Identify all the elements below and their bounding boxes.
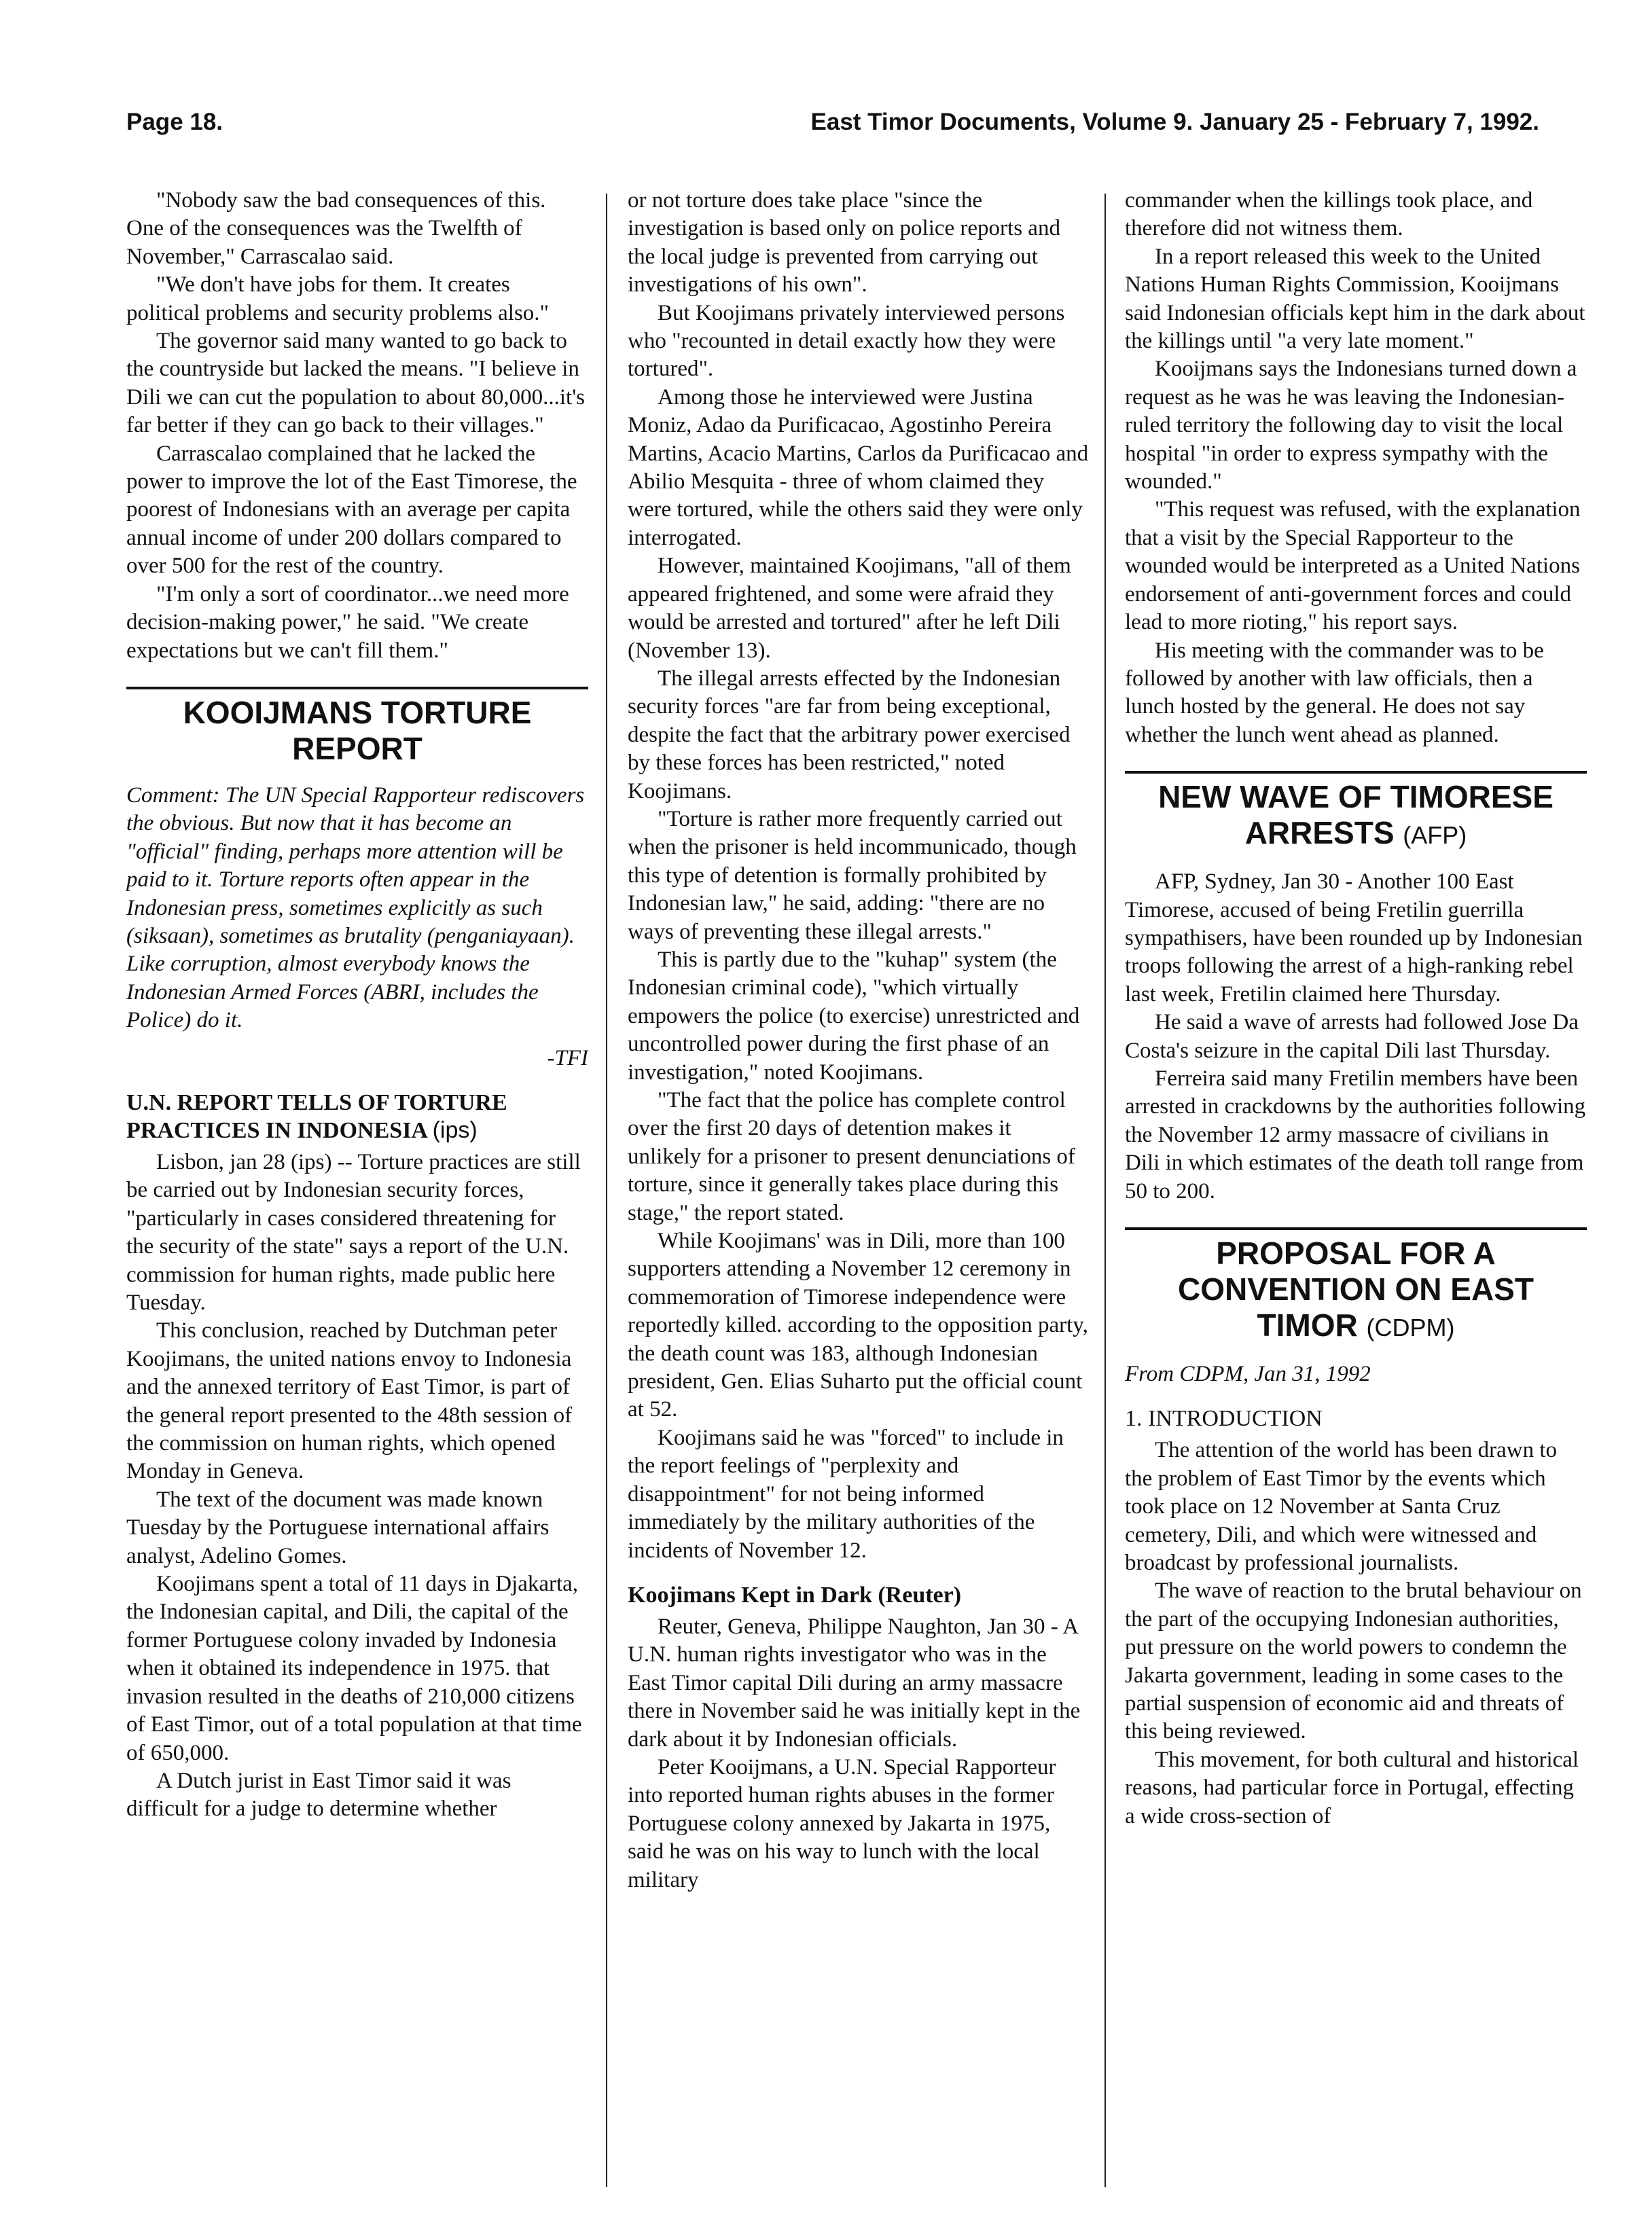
subhead-source: (ips): [432, 1117, 478, 1143]
byline: From CDPM, Jan 31, 1992: [1125, 1362, 1371, 1386]
paragraph: AFP, Sydney, Jan 30 - Another 100 East Timorese, accused of being Fretilin guerrilla sympathisers, have been rounded up by Indonesian troops following the arrest of a high-ranking rebel last week, Fretilin claimed here Thursday.: [1125, 869, 1583, 1007]
paragraph: The governor said many wanted to go back to the countryside but lacked the means. "I believe in Dili we can cut the population to about 80,000...it's far better if they can go back to their villages.": [126, 329, 586, 438]
paragraph: However, maintained Koojimans, "all of them appeared frightened, and some were afraid they would be arrested and tortured" after he left Dili (November 13).: [628, 554, 1071, 663]
comment-signature: -TFI: [547, 1045, 588, 1070]
paragraph: Koojimans said he was "forced" to include in the report feelings of "perplexity and disappointment" for not being informed immediately by the military authorities of the incidents of November 12.: [628, 1425, 1064, 1563]
column-divider: [1105, 194, 1106, 2187]
column-1: [126, 187, 588, 2190]
section-rule: [1125, 771, 1587, 774]
section-title-text: PROPOSAL FOR A CONVENTION ON EAST TIMOR: [1178, 1235, 1534, 1343]
paragraph: Koojimans spent a total of 11 days in Djakarta, the Indonesian capital, and Dili, the capital of the former Portuguese colony invaded by Indonesia when it obtained its independence in 1975. that invasion resulted in the deaths of 210,000 citizens of East Timor, out of a total population at that time of 650,000.: [126, 1572, 582, 1765]
paragraph: Kooijmans says the Indonesians turned down a request as he was he was leaving the Indonesian-ruled territory the following day to visit the local hospital "in order to express sympathy with the wounded.": [1125, 357, 1577, 494]
paragraph: Peter Kooijmans, a U.N. Special Rapporteur into reported human rights abuses in the former Portuguese colony annexed by Jakarta in 1975, said he was on his way to lunch with the local military: [628, 1754, 1056, 1892]
subhead-introduction: 1. INTRODUCTION: [1125, 1406, 1323, 1432]
column-divider: [606, 194, 607, 2187]
subhead-un-report: [126, 1089, 588, 1144]
paragraph: While Koojimans' was in Dili, more than 100 supporters attending a November 12 ceremony in commemoration of Timorese independence were reportedly killed. according to the opposition party, the death count was 183, although Indonesian president, Gen. Elias Suharto put the official count at 52.: [628, 1229, 1088, 1422]
paragraph: Lisbon, jan 28 (ips) -- Torture practices are still be carried out by Indonesian security forces, "particularly in cases considered threatening for the security of the state" says a report of the U.N. commission for human rights, made public here Tuesday.: [126, 1149, 581, 1315]
paragraph: "Torture is rather more frequently carried out when the prisoner is held incommunicado, though this type of detention is formally prohibited by Indonesian law," he said, adding: "there are no ways of preventing these illegal arrests.": [628, 806, 1077, 944]
paragraph: or not torture does take place "since the investigation is based only on police reports and the local judge is prevented from carrying out investigations of his own".: [628, 188, 1060, 297]
subhead-kept-in-dark: Koojimans Kept in Dark (Reuter): [628, 1582, 962, 1608]
section-title-text: NEW WAVE OF TIMORESE ARRESTS: [1158, 779, 1554, 851]
subhead-text: U.N. REPORT TELLS OF TORTURE PRACTICES IN INDONESIA: [126, 1089, 507, 1143]
paragraph: The attention of the world has been drawn to the problem of East Timor by the events which took place on 12 November at Santa Cruz cemetery, Dili, and which were witnessed and broadcast by professional journalists.: [1125, 1438, 1557, 1576]
paragraph: But Koojimans privately interviewed persons who "recounted in detail exactly how they were tortured".: [628, 300, 1065, 382]
paragraph: The wave of reaction to the brutal behaviour on the part of the occupying Indonesian authorities, put pressure on the world powers to condemn the Jakarta government, leading in some cases to the partial suspension of economic aid and threats of this being reviewed.: [1125, 1578, 1582, 1744]
page-number: Page 18.: [126, 109, 223, 135]
paragraph: "I'm only a sort of coordinator...we need more decision-making power," he said. "We create expectations but we can't fill them.": [126, 581, 569, 663]
paragraph: This is partly due to the "kuhap" system (the Indonesian criminal code), "which virtually empowers the police (to exercise) unrestricted and uncontrolled power during the first phase of an investigation," noted Koojimans.: [628, 947, 1080, 1085]
section-title-arrests: [1125, 779, 1587, 853]
paragraph: A Dutch jurist in East Timor said it was difficult for a judge to determine whether: [126, 1768, 511, 1822]
section-source: (CDPM): [1366, 1314, 1455, 1341]
paragraph: "We don't have jobs for them. It creates political problems and security problems also.": [126, 272, 550, 325]
section-title-proposal: [1125, 1235, 1587, 1346]
paragraph: In a report released this week to the United Nations Human Rights Commission, Kooijmans said Indonesian officials kept him in the dark about the killings until "a very late moment.": [1125, 244, 1585, 354]
section-title-kooijmans: KOOIJMANS TORTURE REPORT: [183, 694, 532, 766]
paragraph: "Nobody saw the bad consequences of this. One of the consequences was the Twelfth of November," Carrascalao said.: [126, 188, 546, 269]
page-header: [126, 109, 1539, 149]
paragraph: Reuter, Geneva, Philippe Naughton, Jan 30 - A U.N. human rights investigator who was in the East Timor capital Dili during an army massacre there in November said he was initially kept in the dark about it by Indonesian officials.: [628, 1614, 1081, 1752]
paragraph: The text of the document was made known Tuesday by the Portuguese international affairs analyst, Adelino Gomes.: [126, 1487, 550, 1568]
paragraph: commander when the killings took place, and therefore did not witness them.: [1125, 188, 1533, 241]
column-2: [628, 187, 1090, 2190]
paragraph: Ferreira said many Fretilin members have been arrested in crackdowns by the authorities following the November 12 army massacre of civilians in Dili in which estimates of the death toll range from 50 to 200.: [1125, 1066, 1586, 1204]
paragraph: Among those he interviewed were Justina Moniz, Adao da Purificacao, Agostinho Pereira Martins, Acacio Martins, Carlos da Purificacao and Abilio Mesquita - three of whom claimed they were tortured, while the others said they were only interrogated.: [628, 384, 1089, 550]
section-rule: [126, 687, 588, 689]
paragraph: This movement, for both cultural and historical reasons, had particular force in Portugal, effecting a wide cross-section of: [1125, 1747, 1579, 1828]
paragraph: This conclusion, reached by Dutchman peter Koojimans, the united nations envoy to Indonesia and the annexed territory of East Timor, is part of the general report presented to the 48th session of the commission on human rights, which opened Monday in Geneva.: [126, 1318, 573, 1484]
column-3: [1125, 187, 1587, 2190]
paragraph: "This request was refused, with the explanation that a visit by the Special Rapporteur to the wounded would be interpreted as a United Nations endorsement of anti-government forces and could lead to more rioting," his report says.: [1125, 497, 1581, 635]
publication-title: East Timor Documents, Volume 9. January 25 - February 7, 1992.: [810, 109, 1539, 135]
section-rule: [1125, 1227, 1587, 1230]
editor-comment: Comment: The UN Special Rapporteur rediscovers the obvious. But now that it has become an "official" finding, perhaps more attention will be paid to it. Torture reports often appear in the Indonesian press, sometimes explicitly as such (siksaan), sometimes as brutality (penganiayaan). Like corruption, almost everybody knows the Indonesian Armed Forces (ABRI, includes the Police) do it.: [126, 782, 585, 1033]
paragraph: Carrascalao complained that he lacked the power to improve the lot of the East Timorese, the poorest of Indonesians with an average per capita annual income of under 200 dollars compared to over 500 for the rest of the country.: [126, 441, 577, 579]
paragraph: "The fact that the police has complete control over the first 20 days of detention makes it unlikely for a prisoner to present denunciations of torture, since it generally takes place during this stage," the report stated.: [628, 1088, 1075, 1225]
paragraph: His meeting with the commander was to be followed by another with law officials, then a lunch hosted by the general. He does not say whether the lunch went ahead as planned.: [1125, 638, 1544, 747]
paragraph: He said a wave of arrests had followed Jose Da Costa's seizure in the capital Dili last Thursday.: [1125, 1010, 1579, 1063]
paragraph: The illegal arrests effected by the Indonesian security forces "are far from being exceptional, despite the fact that the arbitrary power exercised by these forces has been restricted," noted Koojimans.: [628, 666, 1071, 803]
section-source: (AFP): [1403, 821, 1467, 850]
